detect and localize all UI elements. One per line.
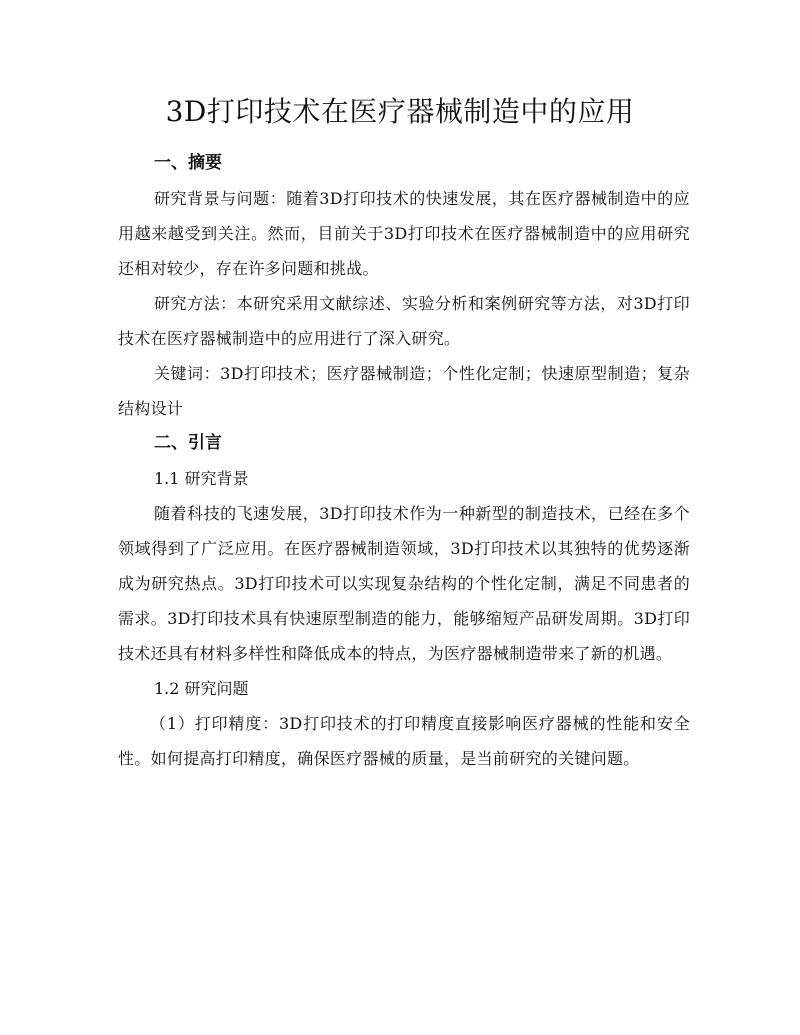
document-body <box>118 146 690 776</box>
abstract-keywords-paragraph: 关键词：3D打印技术；医疗器械制造；个性化定制；快速原型制造；复杂结构设计 <box>118 364 690 418</box>
research-background-subheading: 1.1 研究背景 <box>154 469 249 488</box>
abstract-methods-paragraph: 研究方法：本研究采用文献综述、实验分析和案例研究等方法，对3D打印技术在医疗器械制造中的应用进行了深入研究。 <box>118 294 690 348</box>
abstract-heading: 一、摘要 <box>154 153 222 173</box>
research-background-paragraph: 随着科技的飞速发展，3D打印技术作为一种新型的制造技术，已经在多个领域得到了广泛应用。在医疗器械制造领域，3D打印技术以其独特的优势逐渐成为研究热点。3D打印技术可以实现复杂结构的个性化定制，满足不同患者的需求。3D打印技术具有快速原型制造的能力，能够缩短产品研发周期。3D打印技术还具有材料多样性和降低成本的特点，为医疗器械制造带来了新的机遇。 <box>118 504 690 663</box>
document-title: 3D打印技术在医疗器械制造中的应用 <box>165 95 635 128</box>
research-problem-subheading: 1.2 研究问题 <box>154 679 249 698</box>
introduction-heading: 二、引言 <box>154 433 222 453</box>
abstract-background-paragraph: 研究背景与问题：随着3D打印技术的快速发展，其在医疗器械制造中的应用越来越受到关注。然而，目前关于3D打印技术在医疗器械制造中的应用研究还相对较少，存在许多问题和挑战。 <box>118 189 690 278</box>
research-problem-paragraph: （1）打印精度：3D打印技术的打印精度直接影响医疗器械的性能和安全性。如何提高打印精度，确保医疗器械的质量，是当前研究的关键问题。 <box>118 714 690 768</box>
